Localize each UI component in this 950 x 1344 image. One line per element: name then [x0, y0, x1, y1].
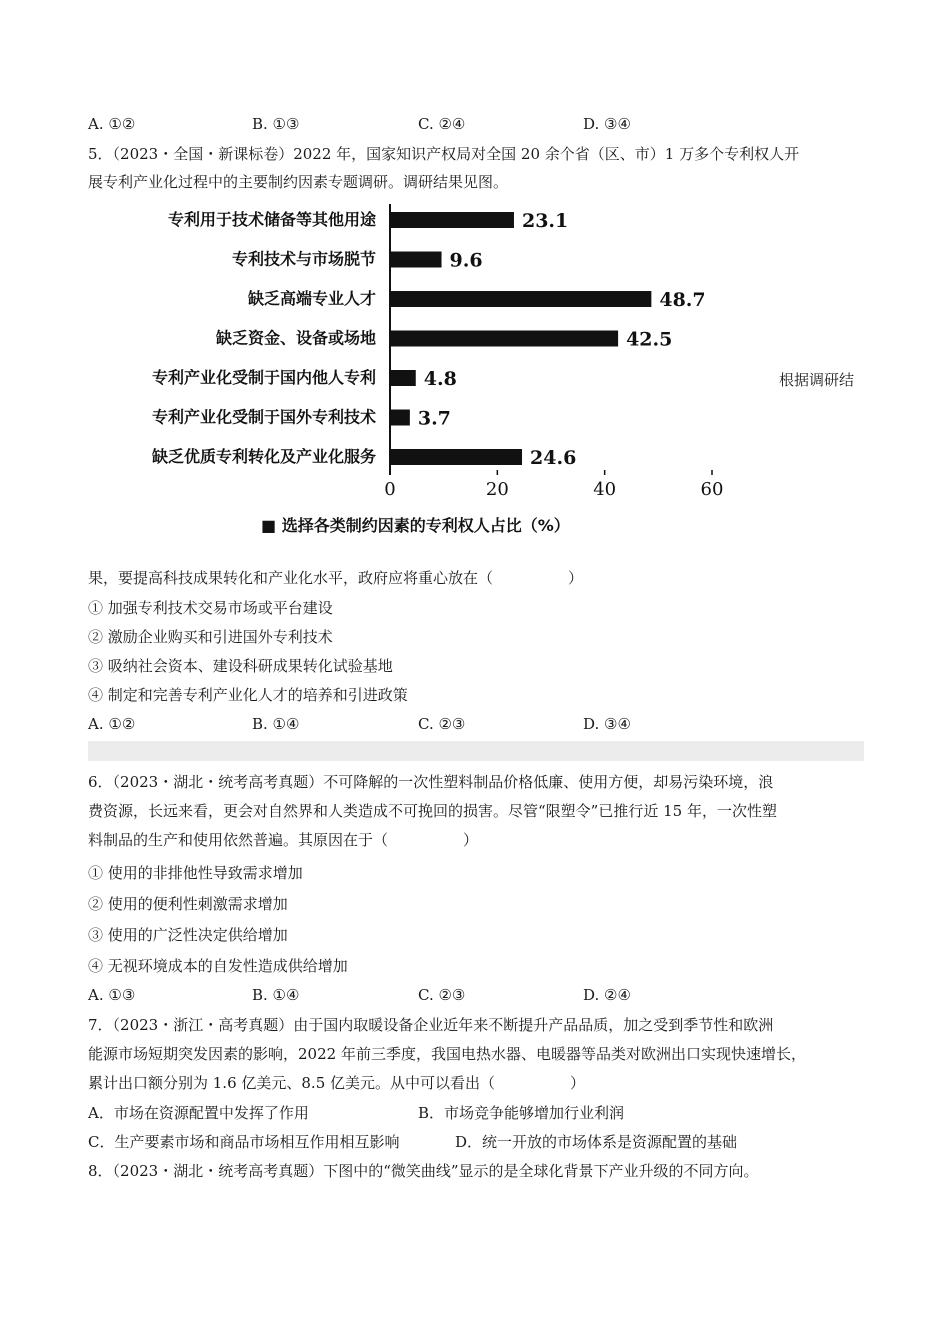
q4-option-b: B. ①③: [252, 115, 300, 133]
q5-item-4: ④ 制定和完善专利产业化人才的培养和引进政策: [88, 686, 408, 704]
x-tick-label: 40: [593, 479, 617, 500]
q8-stem-line1: 8．（2023・湖北・统考高考真题）下图中的“微笑曲线”显示的是全球化背景下产业升级的不同方向。: [88, 1162, 759, 1180]
q4-option-c: C. ②④: [418, 115, 466, 133]
q6-stem-line1: 6．（2023・湖北・统考高考真题）不可降解的一次性塑料制品价格低廉、使用方便，却易污染环境，浪: [88, 773, 774, 791]
category-label: 缺乏资金、设备或场地: [215, 328, 376, 348]
category-label: 专利技术与市场脱节: [231, 249, 376, 269]
q6-option-c: C. ②③: [418, 986, 466, 1004]
bar: [390, 212, 514, 228]
data-label: 48.7: [659, 289, 706, 311]
category-label: 专利产业化受制于国内他人专利: [151, 368, 376, 387]
q6-item-3: ③ 使用的广泛性决定供给增加: [88, 926, 288, 944]
q6-item-2: ② 使用的便利性刺激需求增加: [88, 895, 288, 913]
bar: [390, 370, 416, 386]
q7-stem-line2: 能源市场短期突发因素的影响，2022 年前三季度，我国电热水器、电暖器等品类对欧洲出口实现快速增长，: [88, 1045, 806, 1063]
data-label: 42.5: [626, 328, 673, 351]
q6-item-4: ④ 无视环境成本的自发性造成供给增加: [88, 957, 348, 975]
q7-option-d: D．统一开放的市场体系是资源配置的基础: [455, 1133, 738, 1151]
category-label: 缺乏优质专利转化及产业化服务: [151, 447, 376, 466]
q6-option-b: B. ①④: [252, 986, 300, 1004]
data-label: 23.1: [521, 210, 569, 232]
category-label: 专利用于技术储备等其他用途: [167, 210, 376, 229]
q4-option-d: D. ③④: [583, 115, 631, 133]
q7-option-c: C．生产要素市场和商品市场相互作用相互影响: [88, 1133, 400, 1151]
q5-option-c: C. ②③: [418, 715, 466, 733]
q6-item-1: ① 使用的非排他性导致需求增加: [88, 864, 303, 882]
q6-option-a: A. ①③: [88, 986, 136, 1004]
q6-option-d: D. ②④: [583, 986, 631, 1004]
category-label: 专利产业化受制于国外专利技术: [151, 407, 376, 427]
chart-legend: ■ 选择各类制约因素的专利权人占比（%）: [261, 516, 570, 535]
q5-stem-line1: 5．（2023・全国・新课标卷）2022 年，国家知识产权局对全国 20 余个省（区、市）1 万多个专利权人开: [88, 145, 800, 163]
q5-stem-line2: 展专利产业化过程中的主要制约因素专题调研。调研结果见图。: [88, 173, 509, 191]
data-label: 4.8: [423, 368, 457, 390]
bar: [390, 331, 618, 347]
data-label: 9.6: [449, 249, 483, 272]
data-label: 24.6: [530, 447, 577, 469]
q7-option-a: A．市场在资源配置中发挥了作用: [88, 1104, 309, 1122]
bar: [390, 291, 651, 307]
q5-stem-line3: 果，要提高科技成果转化和产业化水平，政府应将重心放在（ ）: [88, 569, 584, 587]
bar: [390, 410, 410, 426]
bar: [390, 252, 442, 268]
x-tick-label: 0: [384, 479, 396, 500]
x-tick-label: 20: [485, 479, 509, 500]
bar: [390, 449, 522, 465]
category-label: 缺乏高端专业人才: [247, 289, 376, 308]
q5-option-a: A. ①②: [88, 715, 136, 733]
q6-stem-line2: 费资源，长远来看，更会对自然界和人类造成不可挽回的损害。尽管“限塑令”已推行近 15 年，一次性塑: [88, 802, 777, 820]
q6-stem-line3: 料制品的生产和使用依然普遍。其原因在于（ ）: [88, 831, 479, 849]
x-tick-label: 60: [700, 479, 724, 500]
q7-option-b: B．市场竞争能够增加行业利润: [418, 1104, 625, 1122]
q5-item-2: ② 激励企业购买和引进国外专利技术: [88, 628, 333, 646]
data-label: 3.7: [417, 407, 451, 430]
patent-constraints-bar-chart: [88, 196, 768, 556]
q5-option-b: B. ①④: [252, 715, 300, 733]
q5-item-1: ① 加强专利技术交易市场或平台建设: [88, 599, 333, 617]
q5-side-text: 根据调研结: [779, 371, 855, 389]
q4-option-a: A. ①②: [88, 115, 136, 133]
section-divider: [88, 741, 864, 761]
q5-item-3: ③ 吸纳社会资本、建设科研成果转化试验基地: [88, 657, 393, 675]
q7-stem-line1: 7．（2023・浙江・高考真题）由于国内取暖设备企业近年来不断提升产品品质，加之受到季节性和欧洲: [88, 1016, 774, 1034]
q7-stem-line3: 累计出口额分别为 1.6 亿美元、8.5 亿美元。从中可以看出（ ）: [88, 1074, 586, 1092]
q5-option-d: D. ③④: [583, 715, 631, 733]
